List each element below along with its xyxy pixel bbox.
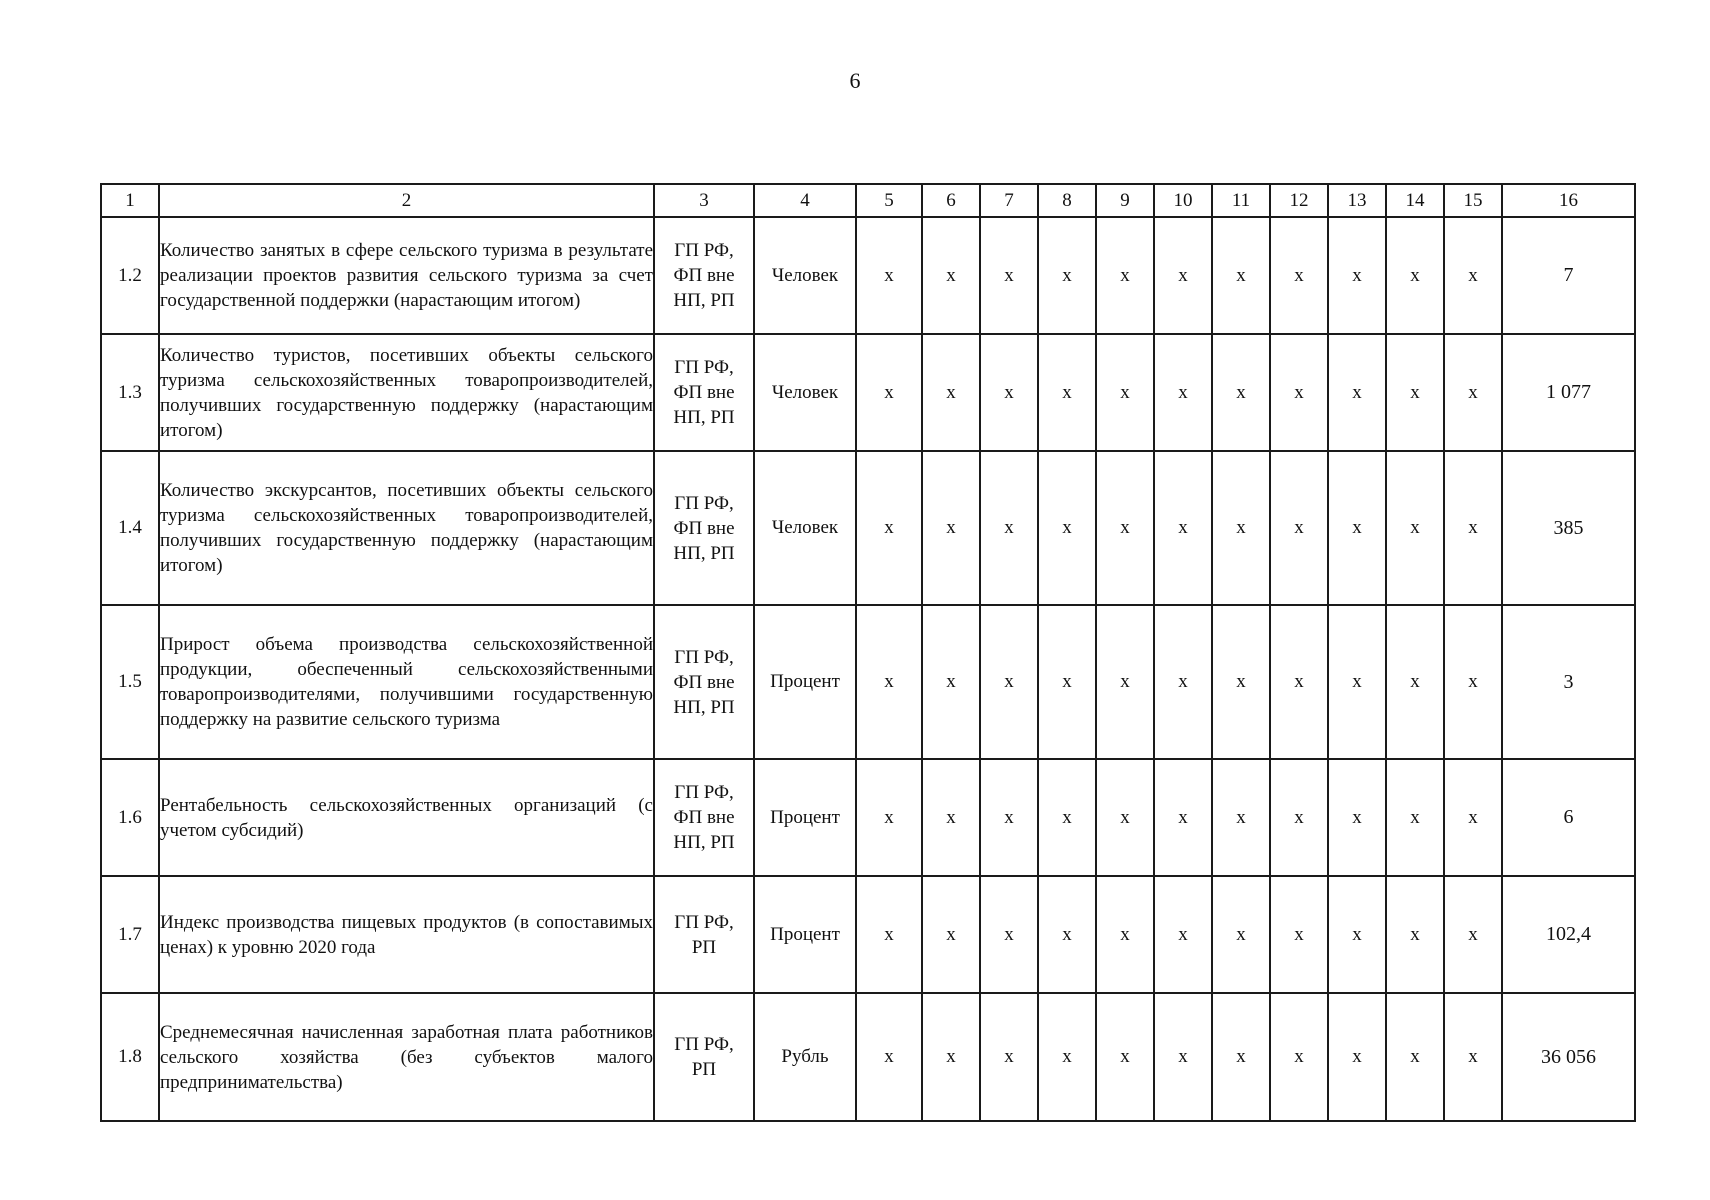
- indicator-unit: Процент: [754, 605, 856, 759]
- year-mark-cell: x: [1096, 759, 1154, 876]
- year-mark-cell: x: [1096, 993, 1154, 1121]
- row-number: 1.8: [101, 993, 159, 1121]
- indicator-source: [654, 993, 754, 1121]
- source-line: НП, РП: [673, 290, 735, 311]
- year-mark-cell: x: [856, 217, 922, 334]
- year-mark-cell: x: [1212, 993, 1270, 1121]
- year-mark-cell: x: [1154, 605, 1212, 759]
- row-number: 1.3: [101, 334, 159, 451]
- year-mark-cell: x: [1038, 876, 1096, 993]
- year-mark-cell: x: [856, 451, 922, 605]
- year-mark-cell: x: [922, 451, 980, 605]
- source-line: ГП РФ,: [674, 911, 734, 933]
- year-mark-cell: x: [1386, 217, 1444, 334]
- year-mark-cell: x: [1386, 993, 1444, 1121]
- year-mark-cell: x: [1038, 334, 1096, 451]
- year-mark-cell: x: [980, 993, 1038, 1121]
- year-mark-cell: x: [1386, 451, 1444, 605]
- year-mark-cell: x: [1444, 605, 1502, 759]
- year-mark-cell: x: [1096, 217, 1154, 334]
- indicator-source: [654, 451, 754, 605]
- year-mark-cell: x: [922, 759, 980, 876]
- year-mark-cell: x: [1444, 876, 1502, 993]
- year-mark-cell: x: [1038, 759, 1096, 876]
- indicator-unit: Процент: [754, 876, 856, 993]
- indicator-name: Индекс производства пищевых продуктов (в сопоставимых ценах) к уровню 2020 года: [159, 876, 654, 993]
- year-mark-cell: x: [1328, 334, 1386, 451]
- row-number: 1.7: [101, 876, 159, 993]
- table-row: [101, 334, 1635, 451]
- year-mark-cell: x: [980, 451, 1038, 605]
- year-mark-cell: x: [1212, 217, 1270, 334]
- indicator-name: Количество экскурсантов, посетивших объекты сельского туризма сельскохозяйственных товаропроизводителей, получивших государственную поддержку (нарастающим итогом): [159, 451, 654, 605]
- column-header-11: 11: [1212, 184, 1270, 217]
- indicator-source: [654, 876, 754, 993]
- indicator-name: Рентабельность сельскохозяйственных организаций (с учетом субсидий): [159, 759, 654, 876]
- row-number: 1.6: [101, 759, 159, 876]
- year-mark-cell: x: [1270, 876, 1328, 993]
- year-mark-cell: x: [1038, 217, 1096, 334]
- year-mark-cell: x: [922, 993, 980, 1121]
- year-mark-cell: x: [980, 759, 1038, 876]
- year-mark-cell: x: [922, 334, 980, 451]
- year-mark-cell: x: [980, 876, 1038, 993]
- indicator-name: Прирост объема производства сельскохозяйственной продукции, обеспеченный сельскохозяйственными товаропроизводителями, получившими государственную поддержку на развитие сельского туризма: [159, 605, 654, 759]
- column-header-16: 16: [1502, 184, 1635, 217]
- year-mark-cell: x: [922, 217, 980, 334]
- source-line: НП, РП: [673, 696, 735, 718]
- indicators-table: [100, 183, 1636, 1122]
- table-row: [101, 605, 1635, 759]
- year-mark-cell: x: [1444, 993, 1502, 1121]
- year-mark-cell: x: [1270, 217, 1328, 334]
- year-mark-cell: x: [922, 876, 980, 993]
- source-line: НП, РП: [673, 832, 735, 853]
- year-mark-cell: x: [1270, 605, 1328, 759]
- year-mark-cell: x: [1096, 605, 1154, 759]
- column-header-4: 4: [754, 184, 856, 217]
- indicator-value: 6: [1502, 759, 1635, 876]
- year-mark-cell: x: [1212, 451, 1270, 605]
- year-mark-cell: x: [1386, 759, 1444, 876]
- row-number: 1.2: [101, 217, 159, 334]
- year-mark-cell: x: [856, 605, 922, 759]
- year-mark-cell: x: [1154, 334, 1212, 451]
- year-mark-cell: x: [1328, 451, 1386, 605]
- year-mark-cell: x: [1386, 605, 1444, 759]
- source-line: НП, РП: [673, 542, 735, 564]
- indicator-unit: Человек: [754, 451, 856, 605]
- source-line: ФП вне: [673, 382, 735, 403]
- year-mark-cell: x: [1212, 876, 1270, 993]
- year-mark-cell: x: [1328, 759, 1386, 876]
- indicator-name: Количество занятых в сфере сельского туризма в результате реализации проектов развития сельского туризма за счет государственной поддержки (нарастающим итогом): [159, 217, 654, 334]
- column-header-1: 1: [101, 184, 159, 217]
- year-mark-cell: x: [1270, 759, 1328, 876]
- source-line: ГП РФ,: [674, 240, 734, 261]
- year-mark-cell: x: [1328, 993, 1386, 1121]
- column-header-2: 2: [159, 184, 654, 217]
- column-header-15: 15: [1444, 184, 1502, 217]
- year-mark-cell: x: [1212, 759, 1270, 876]
- year-mark-cell: x: [1328, 217, 1386, 334]
- table-row: [101, 451, 1635, 605]
- column-header-8: 8: [1038, 184, 1096, 217]
- indicator-value: 36 056: [1502, 993, 1635, 1121]
- year-mark-cell: x: [856, 993, 922, 1121]
- indicator-unit: Человек: [754, 217, 856, 334]
- table-body: [101, 217, 1635, 1121]
- table-header-row: [101, 184, 1635, 217]
- year-mark-cell: x: [856, 759, 922, 876]
- source-line: ФП вне: [673, 265, 735, 286]
- year-mark-cell: x: [1154, 759, 1212, 876]
- source-line: ФП вне: [673, 807, 735, 828]
- indicator-name: Количество туристов, посетивших объекты сельского туризма сельскохозяйственных товаропроизводителей, получивших государственную поддержку (нарастающим итогом): [159, 334, 654, 451]
- year-mark-cell: x: [980, 217, 1038, 334]
- indicator-name: Среднемесячная начисленная заработная плата работников сельского хозяйства (без субъектов малого предпринимательства): [159, 993, 654, 1121]
- year-mark-cell: x: [1212, 605, 1270, 759]
- source-line: ГП РФ,: [674, 492, 734, 514]
- year-mark-cell: x: [1328, 605, 1386, 759]
- indicator-source: [654, 217, 754, 334]
- table-row: [101, 993, 1635, 1121]
- year-mark-cell: x: [856, 876, 922, 993]
- year-mark-cell: x: [1038, 605, 1096, 759]
- page-number: 6: [849, 68, 861, 93]
- year-mark-cell: x: [1386, 876, 1444, 993]
- source-line: РП: [691, 936, 717, 958]
- year-mark-cell: x: [1096, 451, 1154, 605]
- indicator-value: 1 077: [1502, 334, 1635, 451]
- year-mark-cell: x: [1444, 217, 1502, 334]
- year-mark-cell: x: [1154, 993, 1212, 1121]
- year-mark-cell: x: [1096, 334, 1154, 451]
- indicator-source: [654, 759, 754, 876]
- column-header-7: 7: [980, 184, 1038, 217]
- source-line: ГП РФ,: [674, 782, 734, 803]
- column-header-5: 5: [856, 184, 922, 217]
- source-line: РП: [691, 1059, 717, 1080]
- year-mark-cell: x: [1444, 334, 1502, 451]
- row-number: 1.5: [101, 605, 159, 759]
- year-mark-cell: x: [1386, 334, 1444, 451]
- indicator-source: [654, 334, 754, 451]
- indicator-unit: Человек: [754, 334, 856, 451]
- table-row: [101, 876, 1635, 993]
- source-line: ГП РФ,: [674, 646, 734, 668]
- year-mark-cell: x: [1096, 876, 1154, 993]
- year-mark-cell: x: [1444, 451, 1502, 605]
- year-mark-cell: x: [1154, 876, 1212, 993]
- table-row: [101, 217, 1635, 334]
- year-mark-cell: x: [1154, 217, 1212, 334]
- source-line: ГП РФ,: [674, 1034, 734, 1055]
- indicator-value: 7: [1502, 217, 1635, 334]
- year-mark-cell: x: [1038, 993, 1096, 1121]
- indicator-source: [654, 605, 754, 759]
- year-mark-cell: x: [980, 334, 1038, 451]
- year-mark-cell: x: [1270, 451, 1328, 605]
- column-header-14: 14: [1386, 184, 1444, 217]
- source-line: ФП вне: [673, 671, 735, 693]
- year-mark-cell: x: [1270, 993, 1328, 1121]
- source-line: НП, РП: [673, 407, 735, 428]
- table-row: [101, 759, 1635, 876]
- column-header-10: 10: [1154, 184, 1212, 217]
- source-line: ГП РФ,: [674, 357, 734, 378]
- year-mark-cell: x: [1270, 334, 1328, 451]
- column-header-6: 6: [922, 184, 980, 217]
- year-mark-cell: x: [980, 605, 1038, 759]
- year-mark-cell: x: [1212, 334, 1270, 451]
- indicator-value: 3: [1502, 605, 1635, 759]
- indicator-value: 385: [1502, 451, 1635, 605]
- year-mark-cell: x: [1328, 876, 1386, 993]
- year-mark-cell: x: [856, 334, 922, 451]
- year-mark-cell: x: [1038, 451, 1096, 605]
- column-header-12: 12: [1270, 184, 1328, 217]
- source-line: ФП вне: [673, 517, 735, 539]
- year-mark-cell: x: [1154, 451, 1212, 605]
- year-mark-cell: x: [1444, 759, 1502, 876]
- column-header-9: 9: [1096, 184, 1154, 217]
- column-header-13: 13: [1328, 184, 1386, 217]
- indicator-unit: Процент: [754, 759, 856, 876]
- row-number: 1.4: [101, 451, 159, 605]
- year-mark-cell: x: [922, 605, 980, 759]
- indicator-value: 102,4: [1502, 876, 1635, 993]
- column-header-3: 3: [654, 184, 754, 217]
- indicator-unit: Рубль: [754, 993, 856, 1121]
